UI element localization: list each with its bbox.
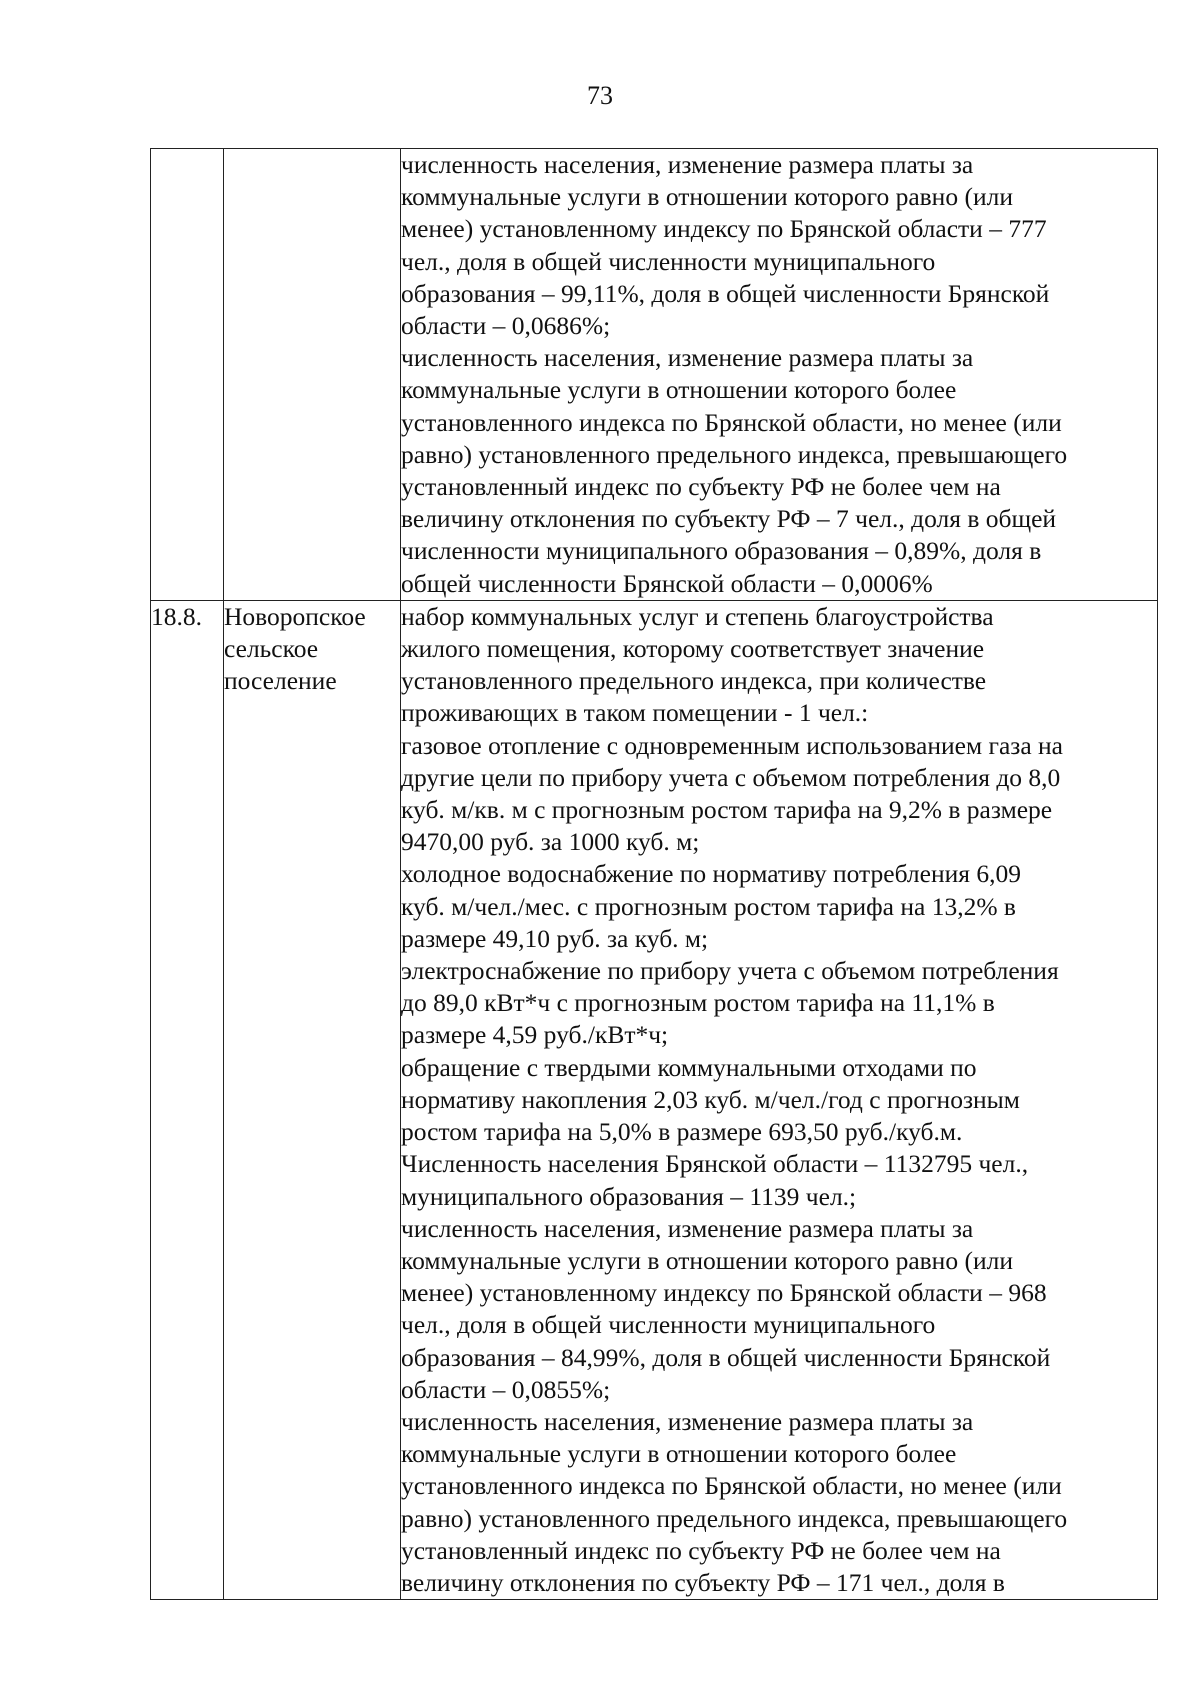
description-line: численности муниципального образования – 0,89%, доля в: [401, 536, 1042, 566]
table-row-18-8: [151, 600, 1158, 1599]
description-line: величину отклонения по субъекту РФ – 7 чел., доля в общей: [401, 504, 1057, 534]
municipality-name-cell: [224, 600, 401, 1599]
row-number-cell: 18.8.: [151, 600, 224, 1599]
description-line: до 89,0 кВт*ч с прогнозным ростом тарифа на 11,1% в: [401, 988, 995, 1018]
description-line: муниципального образования – 1139 чел.;: [401, 1181, 857, 1211]
description-line: коммунальные услуги в отношении которого равно (или: [401, 182, 1013, 212]
description-line: образования – 99,11%, доля в общей численности Брянской: [401, 278, 1050, 308]
description-line: менее) установленному индексу по Брянской области – 777: [401, 214, 1047, 244]
description-cell: [401, 600, 1158, 1599]
description-line: электроснабжение по прибору учета с объемом потребления: [401, 956, 1059, 986]
municipality-name-cell: [224, 149, 401, 601]
municipality-name-line: поселение: [224, 666, 337, 696]
municipality-name-line: сельское: [224, 634, 319, 664]
description-line: образования – 84,99%, доля в общей численности Брянской: [401, 1342, 1051, 1372]
description-line: установленного индекса по Брянской области, но менее (или: [401, 1471, 1062, 1501]
description-line: куб. м/кв. м с прогнозным ростом тарифа на 9,2% в размере: [401, 795, 1053, 825]
description-line: нормативу накопления 2,03 куб. м/чел./год с прогнозным: [401, 1084, 1020, 1114]
description-line: численность населения, изменение размера платы за: [401, 150, 974, 179]
description-line: области – 0,0686%;: [401, 311, 611, 341]
description-line: области – 0,0855%;: [401, 1374, 611, 1404]
municipality-name-line: Новоропское: [224, 601, 366, 631]
description-line: установленного предельного индекса, при количестве: [401, 666, 987, 696]
description-line: проживающих в таком помещении - 1 чел.:: [401, 698, 869, 728]
description-line: другие цели по прибору учета с объемом потребления до 8,0: [401, 762, 1061, 792]
description-line: 9470,00 руб. за 1000 куб. м;: [401, 827, 700, 857]
description-line: численность населения, изменение размера платы за: [401, 1213, 974, 1243]
description-line: установленный индекс по субъекту РФ не более чем на: [401, 1535, 1001, 1565]
description-line: набор коммунальных услуг и степень благоустройства: [401, 601, 994, 631]
description-cell: [401, 149, 1158, 601]
description-line: установленный индекс по субъекту РФ не более чем на: [401, 472, 1001, 502]
description-line: жилого помещения, которому соответствует значение: [401, 634, 985, 664]
municipal-index-table: [150, 148, 1158, 1600]
row-number-cell: [151, 149, 224, 601]
description-line: равно) установленного предельного индекса, превышающего: [401, 439, 1068, 469]
description-line: численность населения, изменение размера платы за: [401, 343, 974, 373]
description-line: Численность населения Брянской области – 1132795 чел.,: [401, 1149, 1029, 1179]
description-line: размере 49,10 руб. за куб. м;: [401, 923, 709, 953]
description-line: коммунальные услуги в отношении которого более: [401, 375, 957, 405]
description-line: холодное водоснабжение по нормативу потребления 6,09: [401, 859, 1021, 889]
description-line: численность населения, изменение размера платы за: [401, 1406, 974, 1436]
description-line: равно) установленного предельного индекса, превышающего: [401, 1503, 1068, 1533]
description-line: менее) установленному индексу по Брянской области – 968: [401, 1278, 1047, 1308]
description-line: коммунальные услуги в отношении которого равно (или: [401, 1245, 1013, 1275]
description-line: куб. м/чел./мес. с прогнозным ростом тарифа на 13,2% в: [401, 891, 1016, 921]
description-line: чел., доля в общей численности муниципального: [401, 1310, 936, 1340]
description-line: газовое отопление с одновременным использованием газа на: [401, 730, 1064, 760]
description-line: размере 4,59 руб./кВт*ч;: [401, 1020, 669, 1050]
description-line: величину отклонения по субъекту РФ – 171 чел., доля в: [401, 1567, 1005, 1597]
description-line: чел., доля в общей численности муниципального: [401, 246, 936, 276]
description-line: общей численности Брянской области – 0,0006%: [401, 568, 933, 598]
table-row-continuation: [151, 149, 1158, 601]
page-number: 73: [587, 81, 613, 110]
description-line: обращение с твердыми коммунальными отходами по: [401, 1052, 977, 1082]
description-line: коммунальные услуги в отношении которого более: [401, 1439, 957, 1469]
description-line: установленного индекса по Брянской области, но менее (или: [401, 407, 1062, 437]
description-line: ростом тарифа на 5,0% в размере 693,50 руб./куб.м.: [401, 1117, 963, 1147]
